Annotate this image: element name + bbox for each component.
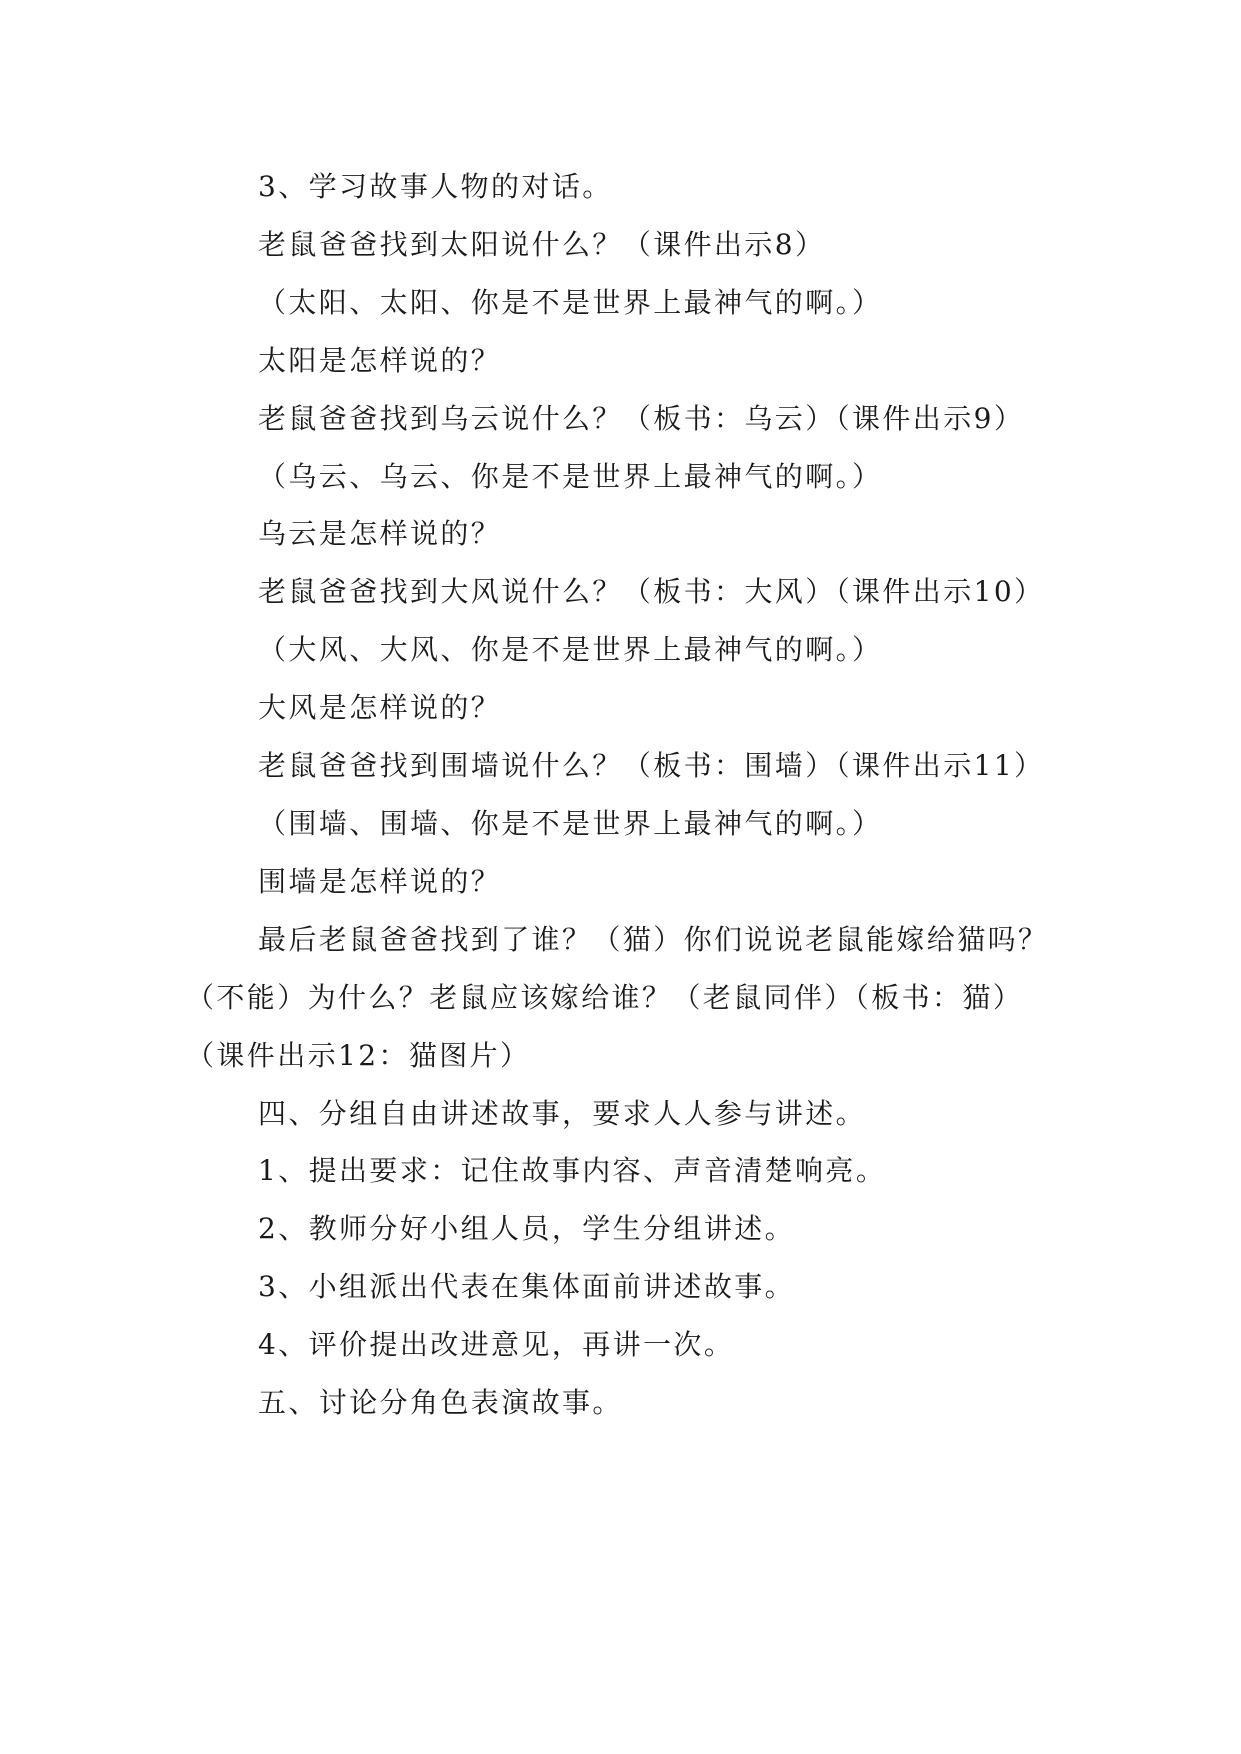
paragraph: 4、评价提出改进意见，再讲一次。	[258, 1328, 735, 1362]
paragraph: （围墙、围墙、你是不是世界上最神气的啊。）	[258, 806, 883, 840]
paragraph: 四、分组自由讲述故事，要求人人参与讲述。	[258, 1096, 867, 1130]
paragraph: （大风、大风、你是不是世界上最神气的啊。）	[258, 633, 883, 667]
document-body	[186, 158, 1056, 1432]
paragraph: 太阳是怎样说的？	[258, 343, 502, 377]
paragraph: 围墙是怎样说的？	[258, 864, 502, 898]
paragraph: 五、讨论分角色表演故事。	[258, 1386, 623, 1420]
paragraph: 最后老鼠爸爸找到了谁？（猫）你们说说老鼠能嫁给猫吗？（不能）为什么？老鼠应该嫁给谁？（老鼠同伴）（板书：猫）（课件出示12：猫图片）	[186, 922, 1049, 1072]
paragraph: 3、小组派出代表在集体面前讲述故事。	[258, 1270, 796, 1304]
paragraph: （乌云、乌云、你是不是世界上最神气的啊。）	[258, 459, 883, 493]
paragraph: （太阳、太阳、你是不是世界上最神气的啊。）	[258, 285, 883, 319]
paragraph: 乌云是怎样说的？	[258, 517, 502, 551]
paragraph: 老鼠爸爸找到大风说什么？（板书：大风）（课件出示10）	[258, 575, 1045, 609]
paragraph: 2、教师分好小组人员，学生分组讲述。	[258, 1212, 796, 1246]
paragraph: 老鼠爸爸找到围墙说什么？（板书：围墙）（课件出示11）	[258, 749, 1045, 783]
paragraph: 大风是怎样说的？	[258, 691, 502, 725]
paragraph: 3、学习故事人物的对话。	[258, 170, 613, 203]
paragraph: 1、提出要求：记住故事内容、声音清楚响亮。	[258, 1154, 887, 1188]
paragraph: 老鼠爸爸找到太阳说什么？（课件出示8）	[258, 227, 826, 261]
paragraph: 老鼠爸爸找到乌云说什么？（板书：乌云）（课件出示9）	[258, 401, 1025, 435]
